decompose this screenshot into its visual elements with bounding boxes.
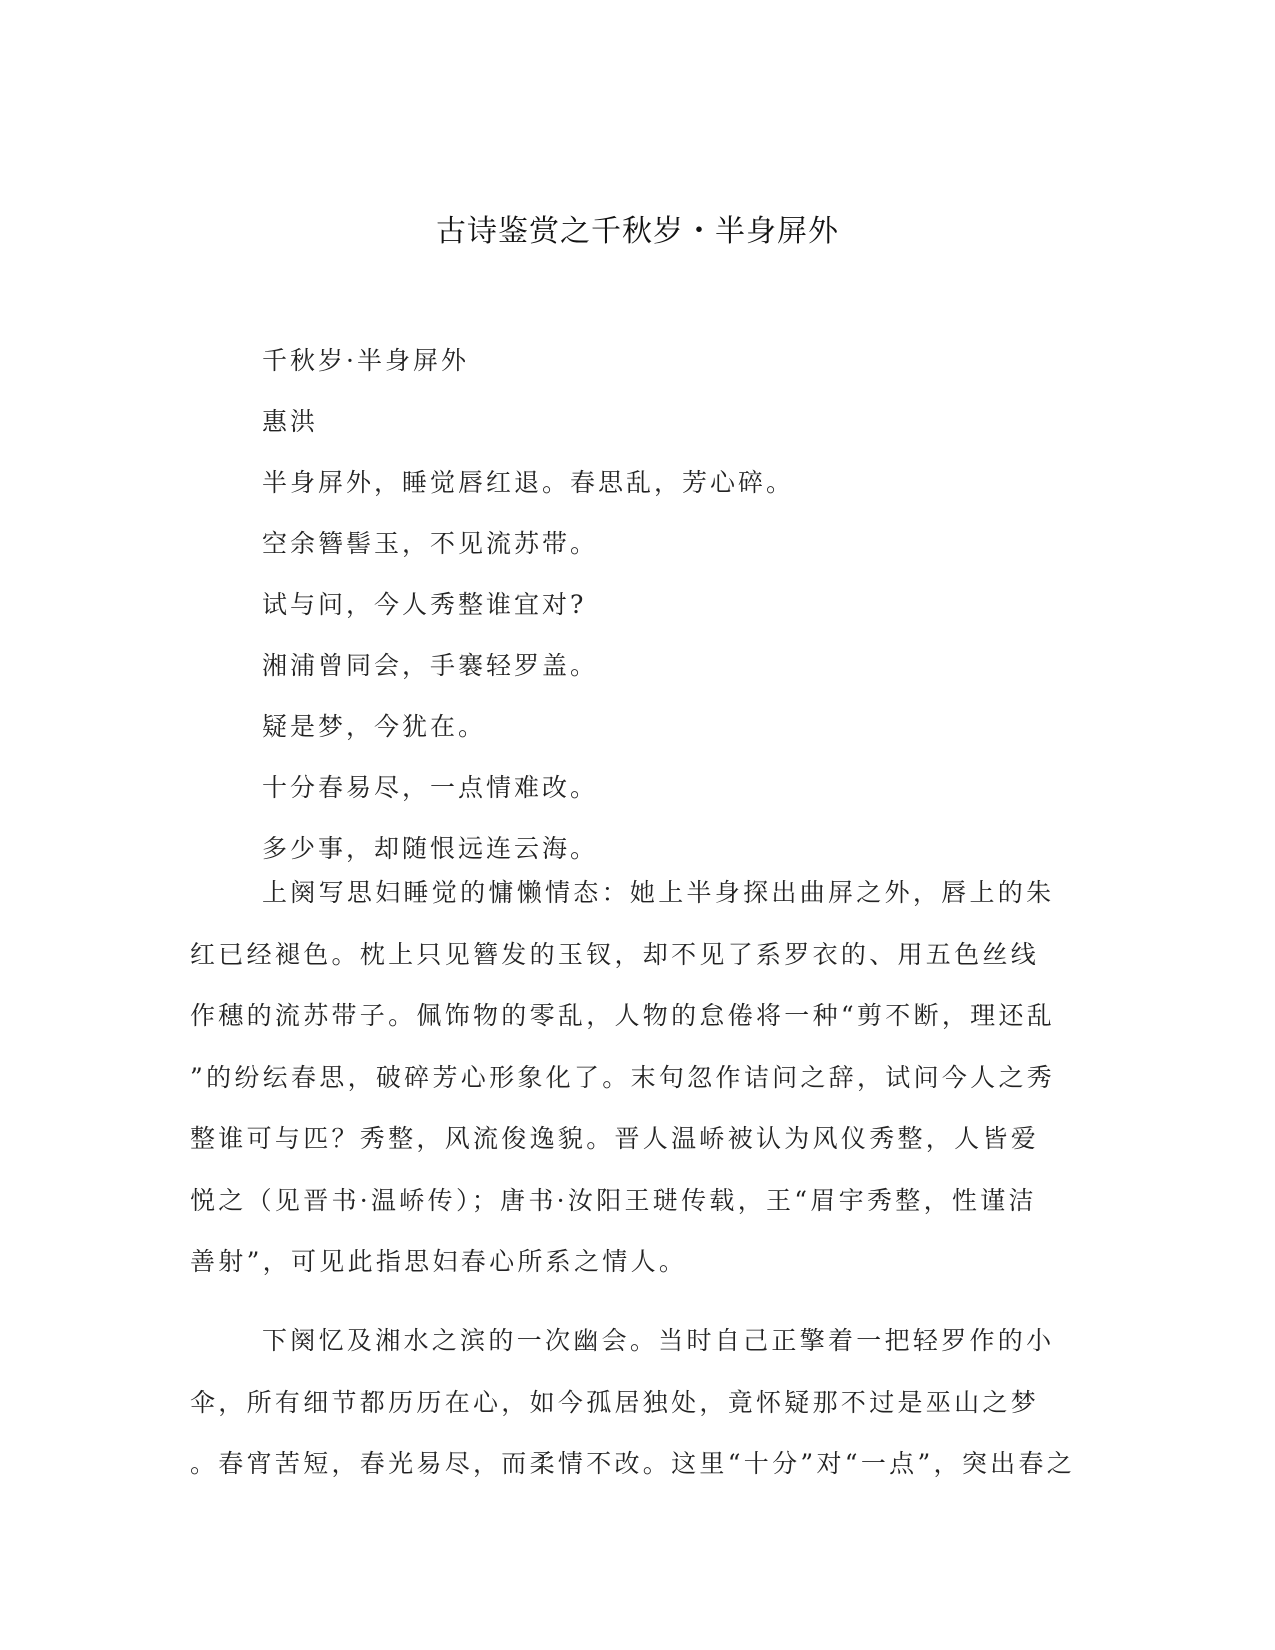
paragraph-line: 。春宵苦短，春光易尽，而柔情不改。这里“十分”对“一点”，突出春之 — [190, 1449, 1076, 1478]
paragraph-line: 红已经褪色。枕上只见簪发的玉钗，却不见了系罗衣的、用五色丝线 — [190, 939, 1040, 969]
poem-line: 空余簪髻玉，不见流苏带。 — [262, 529, 599, 558]
paragraph-line: 上阕写思妇睡觉的慵懒情态：她上半身探出曲屏之外，唇上的朱 — [262, 878, 1055, 907]
document-title: 古诗鉴赏之千秋岁・半身屏外 — [436, 214, 839, 249]
paragraph-line: 下阕忆及湘水之滨的一次幽会。当时自己正擎着一把轻罗作的小 — [262, 1326, 1055, 1355]
poem-line: 半身屏外，睡觉唇红退。春思乱，芳心碎。 — [262, 468, 795, 497]
paragraph-line: ”的纷纭春思，破碎芳心形象化了。末句忽作诘问之辞，试问今人之秀 — [190, 1062, 1056, 1092]
poem-line: 十分春易尽，一点情难改。 — [262, 773, 599, 802]
poem-block — [262, 330, 1082, 879]
paragraph-line: 作穗的流苏带子。佩饰物的零乱，人物的怠倦将一种“剪不断，理还乱 — [190, 1001, 1056, 1030]
poem-author: 惠洪 — [262, 407, 319, 436]
paragraph-line: 伞，所有细节都历历在心，如今孤居独处，竟怀疑那不过是巫山之梦 — [190, 1387, 1040, 1417]
paragraph-line: 整谁可与匹？秀整，风流俊逸貌。晋人温峤被认为风仪秀整，人皆爱 — [190, 1124, 1040, 1153]
poem-line: 试与问，今人秀整谁宜对? — [262, 590, 587, 619]
commentary-paragraph-2 — [190, 1310, 1086, 1495]
poem-line: 多少事，却随恨远连云海。 — [262, 834, 599, 863]
poem-heading: 千秋岁·半身屏外 — [262, 346, 469, 375]
commentary-paragraph-1 — [190, 862, 1086, 1293]
paragraph-line: 悦之（见晋书·温峤传）；唐书·汝阳王琎传载，王“眉宇秀整，性谨洁 — [190, 1185, 1037, 1215]
paragraph-line: 善射”，可见此指思妇春心所系之情人。 — [190, 1247, 688, 1276]
poem-line: 湘浦曾同会，手褰轻罗盖。 — [262, 651, 599, 680]
poem-line: 疑是梦，今犹在。 — [262, 712, 487, 741]
